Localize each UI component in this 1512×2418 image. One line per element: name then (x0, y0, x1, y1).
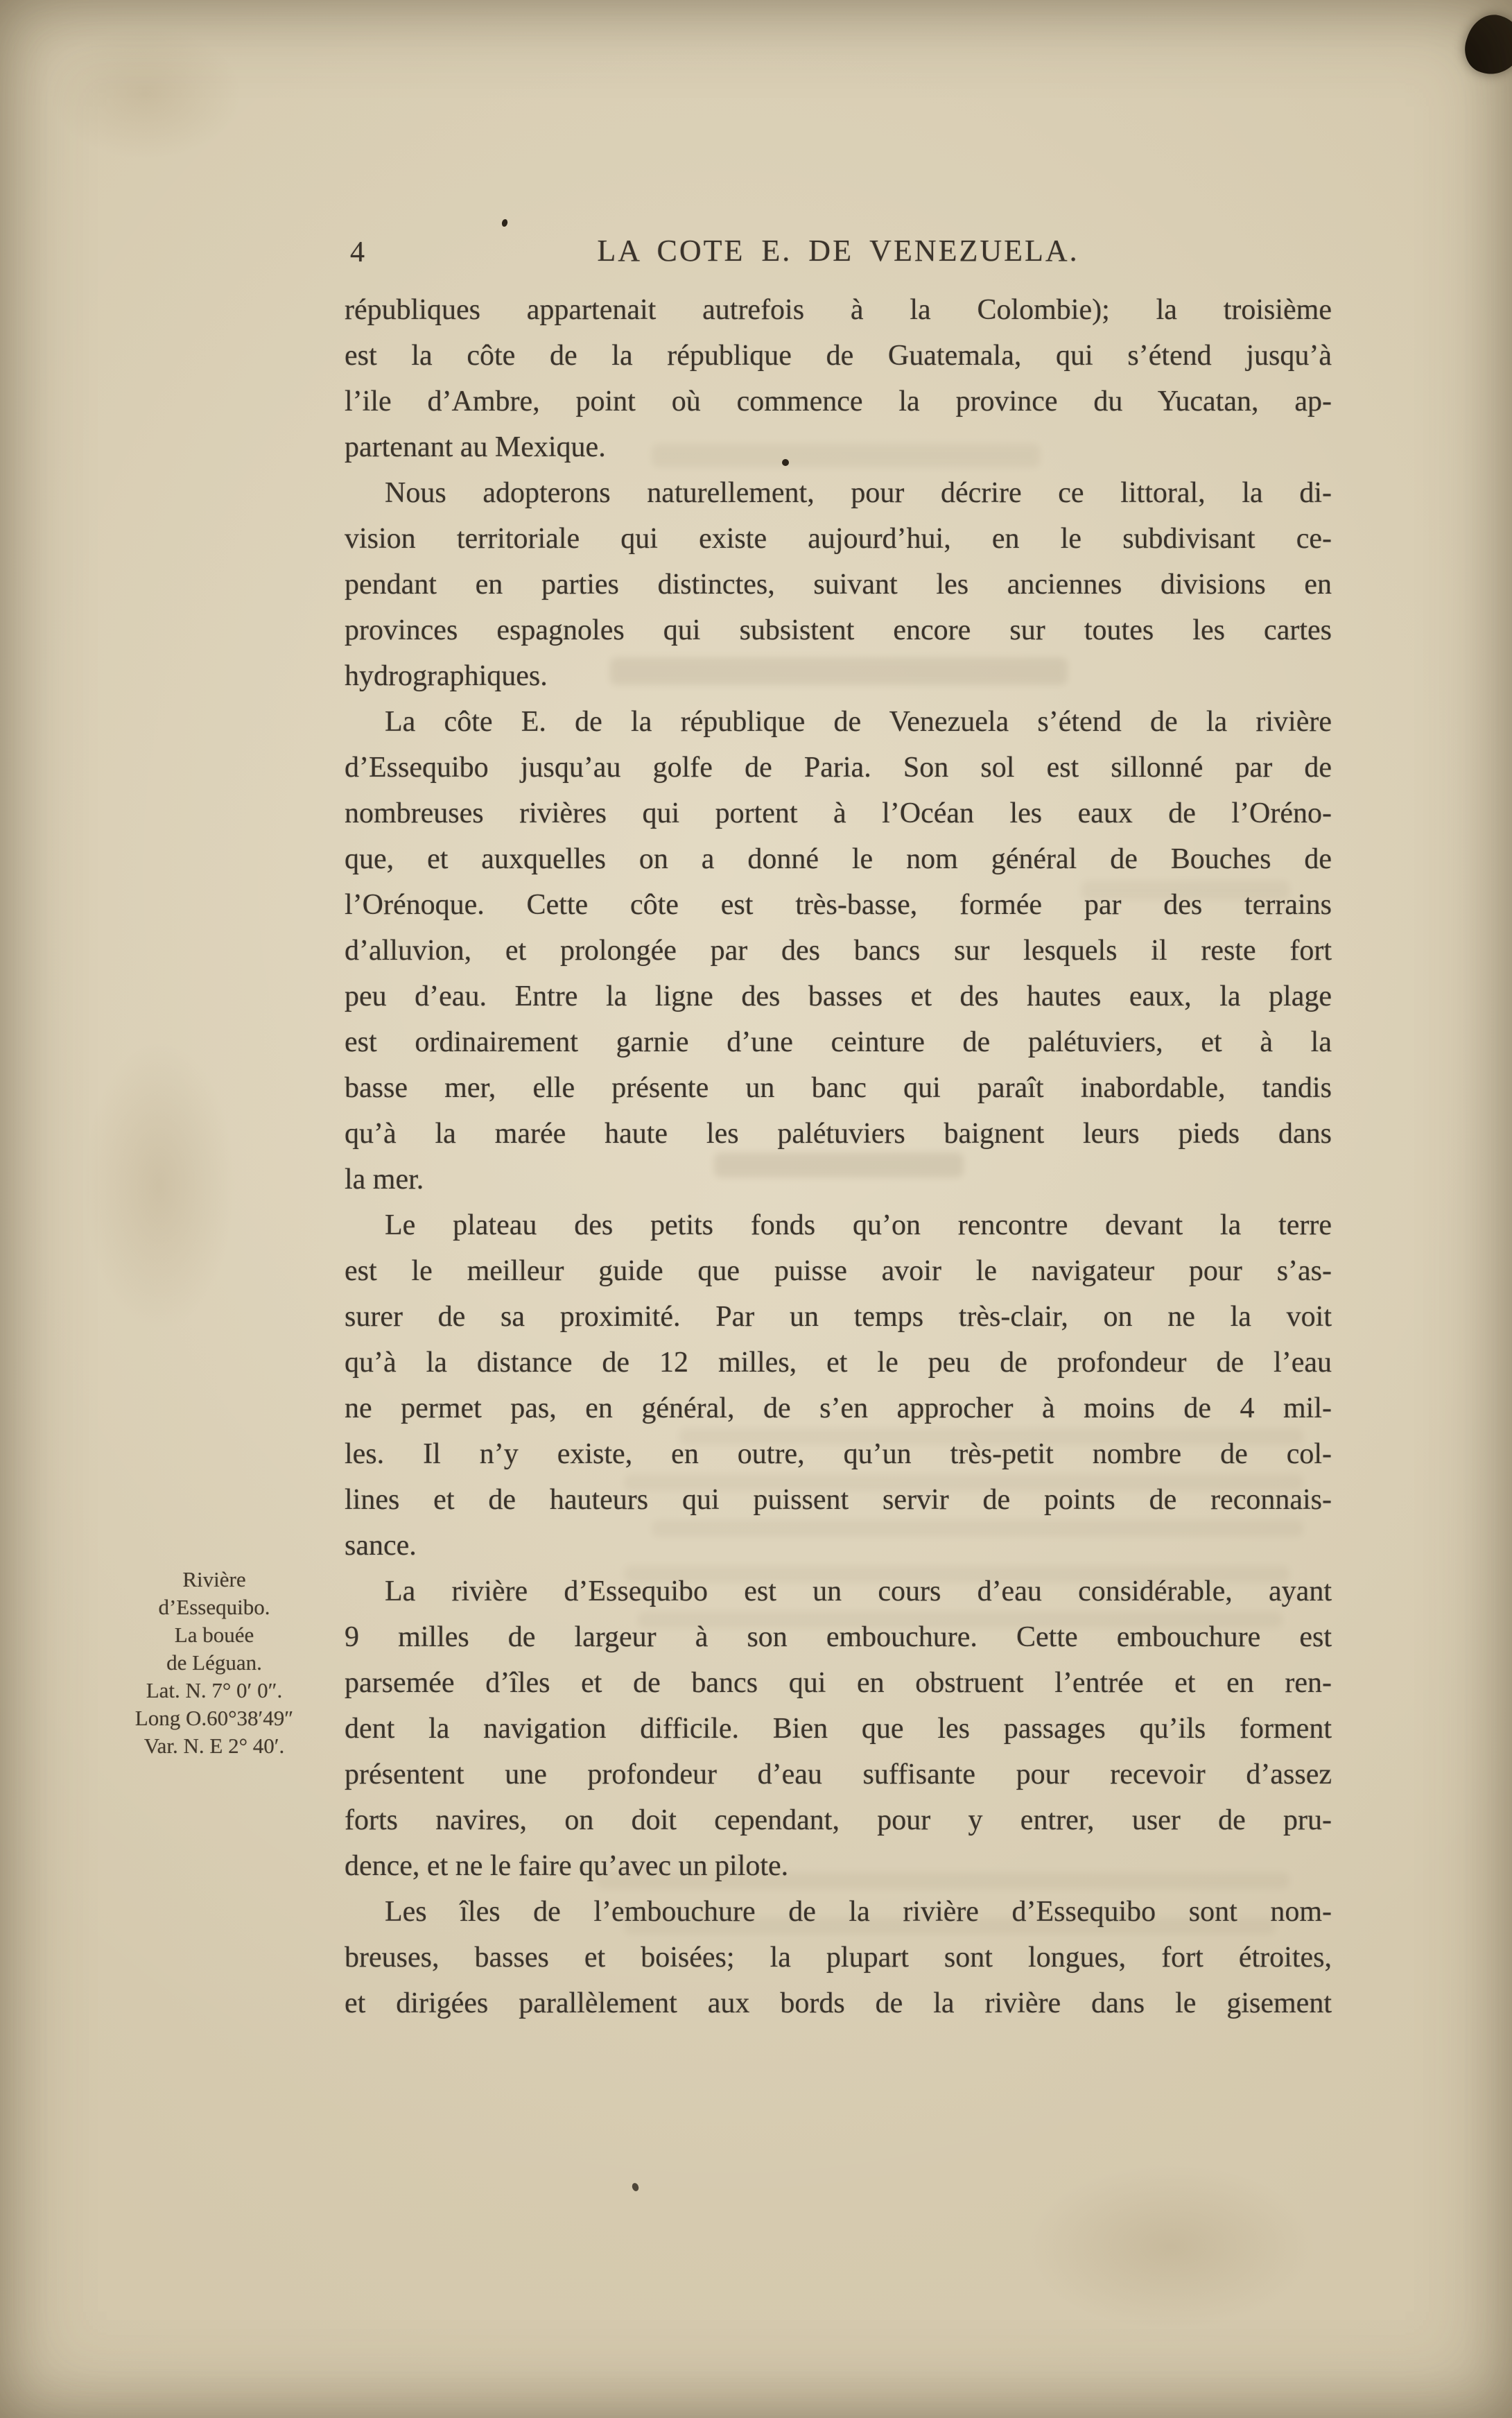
text-line: nombreuses rivières qui portent à l’Océan les eaux de l’Oréno- (345, 797, 1332, 829)
paper-stain (83, 1040, 236, 1331)
text-line: forts navires, on doit cependant, pour y entrer, user de pru- (345, 1804, 1332, 1836)
text-line: peu d’eau. Entre la ligne des basses et des hautes eaux, la plage (345, 981, 1332, 1012)
text-body (345, 287, 1332, 2026)
paragraph (345, 699, 1332, 1202)
text-line: d’Essequibo jusqu’au golfe de Paria. Son sol est sillonné par de (345, 752, 1332, 784)
text-line: la mer. (345, 1164, 424, 1195)
text-line: hydrographiques. (345, 660, 548, 692)
text-line: La côte E. de la république de Venezuela s’étend de la rivière (385, 706, 1332, 738)
text-line: pendant en parties distinctes, suivant les anciennes divisions en (345, 569, 1332, 601)
margin-note-line: de Léguan. (166, 1650, 262, 1675)
text-line: Nous adopterons naturellement, pour décrire ce littoral, la di- (385, 477, 1332, 509)
text-line: lines et de hauteurs qui puissent servir de points de reconnais- (345, 1484, 1332, 1516)
text-line: que, et auxquelles on a donné le nom général de Bouches de (345, 843, 1332, 875)
text-line: est ordinairement garnie d’une ceinture de palétuviers, et à la (345, 1026, 1332, 1058)
paper-stain (1026, 2164, 1317, 2330)
text-line: provinces espagnoles qui subsistent encore sur toutes les cartes (345, 614, 1332, 646)
paragraph (345, 287, 1332, 470)
margin-note (110, 1566, 319, 1760)
text-line: basse mer, elle présente un banc qui paraît inabordable, tandis (345, 1072, 1332, 1104)
text-line: dence, et ne le faire qu’avec un pilote. (345, 1850, 789, 1882)
text-line: est le meilleur guide que puisse avoir le navigateur pour s’as- (345, 1255, 1332, 1287)
text-line: l’Orénoque. Cette côte est très-basse, formée par des terrains (345, 889, 1332, 921)
text-line: les. Il n’y existe, en outre, qu’un très-petit nombre de col- (345, 1438, 1332, 1470)
margin-note-line: La bouée (174, 1623, 254, 1647)
text-line: 9 milles de largeur à son embouchure. Cette embouchure est (345, 1621, 1332, 1653)
text-line: qu’à la marée haute les palétuviers baignent leurs pieds dans (345, 1118, 1332, 1150)
text-line: parsemée d’îles et de bancs qui en obstruent l’entrée et en ren- (345, 1667, 1332, 1699)
text-line: Les îles de l’embouchure de la rivière d’Essequibo sont nom- (385, 1896, 1332, 1928)
text-line: sance. (345, 1530, 417, 1562)
ink-speck (782, 459, 789, 466)
ink-blot-corner (1459, 8, 1512, 83)
text-line: La rivière d’Essequibo est un cours d’eau considérable, ayant (385, 1575, 1332, 1607)
margin-note-line: Var. N. E 2° 40′. (144, 1734, 285, 1758)
text-line: surer de sa proximité. Par un temps très-clair, on ne la voit (345, 1301, 1332, 1333)
paragraph (345, 1889, 1332, 2026)
paper-stain (49, 28, 243, 159)
ink-speck (501, 218, 508, 227)
text-line: républiques appartenait autrefois à la Colombie); la troisième (345, 294, 1332, 326)
text-line: l’ile d’Ambre, point où commence la province du Yucatan, ap- (345, 386, 1332, 417)
text-line: qu’à la distance de 12 milles, et le peu de profondeur de l’eau (345, 1347, 1332, 1379)
text-line: est la côte de la république de Guatemala, qui s’étend jusqu’à (345, 340, 1332, 372)
margin-note-line: Long O.60°38′49″ (134, 1706, 294, 1730)
paragraph (345, 1569, 1332, 1889)
text-line: Le plateau des petits fonds qu’on rencontre devant la terre (385, 1209, 1332, 1241)
text-line: breuses, basses et boisées; la plupart sont longues, fort étroites, (345, 1942, 1332, 1974)
text-line: partenant au Mexique. (345, 431, 606, 463)
text-line: dent la navigation difficile. Bien que les passages qu’ils forment (345, 1713, 1332, 1745)
margin-note-line: Rivière (182, 1567, 246, 1591)
paragraph (345, 1202, 1332, 1569)
text-line: vision territoriale qui existe aujourd’hui, en le subdivisant ce- (345, 523, 1332, 555)
text-line: et dirigées parallèlement aux bords de la rivière dans le gisement (345, 1987, 1332, 2019)
text-line: ne permet pas, en général, de s’en approcher à moins de 4 mil- (345, 1392, 1332, 1424)
text-line: d’alluvion, et prolongée par des bancs sur lesquels il reste fort (345, 935, 1332, 967)
ink-speck (631, 2182, 640, 2192)
margin-note-line: Lat. N. 7° 0′ 0″. (146, 1678, 283, 1702)
page-number: 4 (350, 236, 365, 268)
text-block (345, 234, 1332, 2026)
running-title: LA COTE E. DE VENEZUELA. (597, 234, 1079, 268)
page-header (345, 234, 1332, 287)
paragraph (345, 470, 1332, 699)
margin-note-line: d’Essequibo. (158, 1595, 270, 1619)
text-line: présentent une profondeur d’eau suffisante pour recevoir d’assez (345, 1759, 1332, 1790)
